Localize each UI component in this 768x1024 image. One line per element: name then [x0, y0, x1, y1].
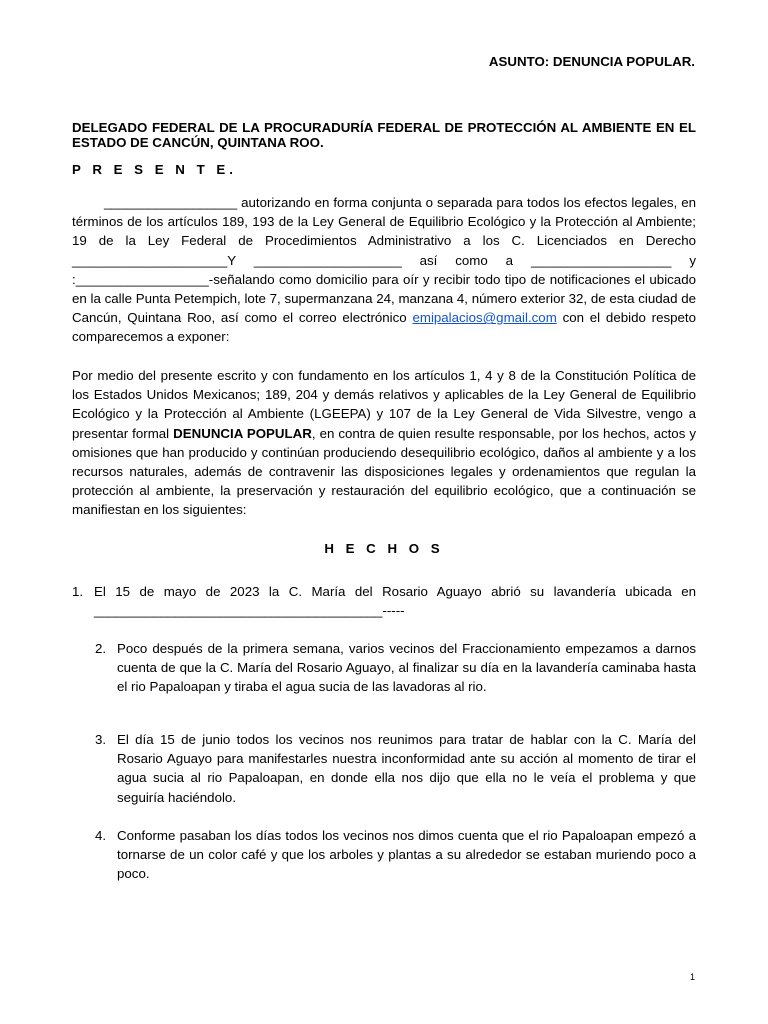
body-paragraph: [72, 366, 696, 520]
addressee-heading: DELEGADO FEDERAL DE LA PROCURADURÍA FEDERAL DE PROTECCIÓN AL AMBIENTE EN EL ESTADO DE CANCÚN, QUINTANA ROO.: [72, 120, 696, 150]
email-link[interactable]: emipalacios@gmail.com: [412, 310, 557, 326]
list-item-text: Conforme pasaban los días todos los vecinos nos dimos cuenta que el rio Papaloapan empezó a tornarse de un color café y que los arboles y plantas a su alrededor se estaban muriendo poco a poco.: [117, 828, 696, 882]
list-item-number: 2.: [95, 641, 107, 656]
intro-text-start: __________________ autorizando en forma conjunta o separada para todos los efectos legales, en términos de los artículos 189, 193 de la Ley General de Equilibrio Ecológico y la Protección al Ambiente; 19 de la Ley Federal de Procedimientos Administrativo a los C. Licenciados en Derecho _____________________Y ____________________ así como a ___________________ y :__________________-señalando como domicilio para oír y recibir todo tipo de notificaciones el ubicado en la calle Punta Petempich, lote 7, supermanzana 24, manzana 4, número exterior 32, de esta ciudad de Cancún, Quintana Roo, así como el correo electrónico: [72, 195, 696, 326]
list-item-text: El día 15 de junio todos los vecinos nos reunimos para tratar de hablar con la C. María del Rosario Aguayo para manifestarles nuestra inconformidad ante su acción al momento de tirar el agua sucia al rio Papaloapan, en donde ella nos dijo que ella no le veía el problema y que seguiría haciéndolo.: [117, 732, 696, 805]
list-item-number: 4.: [95, 828, 107, 843]
list-item: [95, 730, 696, 807]
subject-heading: ASUNTO: DENUNCIA POPULAR.: [488, 54, 695, 69]
list-item-text: El 15 de mayo de 2023 la C. María del Rosario Aguayo abrió su lavandería ubicada en _______________________________________-----: [94, 584, 696, 619]
body-text-end: , en contra de quien resulte responsable, por los hechos, actos y omisiones que han producido y continúan produciendo desequilibrio ecológico, daños al ambiente y a los recursos naturales, además de contravenir las disposiciones legales y ordenamientos que regulan la protección al ambiente, la preservación y restauración del equilibrio ecológico, que a continuación se manifiestan en los siguientes:: [72, 425, 697, 518]
list-item-number: 1.: [72, 584, 84, 599]
hechos-heading: H E C H O S: [324, 541, 444, 556]
body-text-start: Por medio del presente escrito y con fundamento en los artículos 1, 4 y 8 de la Constitución Política de los Estados Unidos Mexicanos; 189, 204 y demás relativos y aplicables de la Ley General de Equilibrio Ecológico y la Protección al Ambiente (LGEEPA) y 107 de la Ley General de Vida Silvestre, vengo a presentar formal: [72, 368, 696, 441]
list-item: [72, 582, 696, 620]
page-number: 1: [690, 972, 696, 982]
intro-paragraph: [72, 193, 696, 347]
intro-text-end: con el debido respeto comparecemos a exponer:: [72, 310, 696, 345]
presente-heading: P R E S E N T E.: [72, 162, 237, 177]
list-item: [95, 639, 696, 697]
denuncia-bold-text: DENUNCIA POPULAR: [173, 425, 312, 441]
list-item-number: 3.: [95, 732, 107, 747]
list-item: [95, 826, 696, 884]
list-item-text: Poco después de la primera semana, varios vecinos del Fraccionamiento empezamos a darnos cuenta de que la C. María del Rosario Aguayo, al finalizar su día en la lavandería caminaba hasta el rio Papaloapan y tiraba el agua sucia de las lavadoras al rio.: [117, 641, 696, 695]
